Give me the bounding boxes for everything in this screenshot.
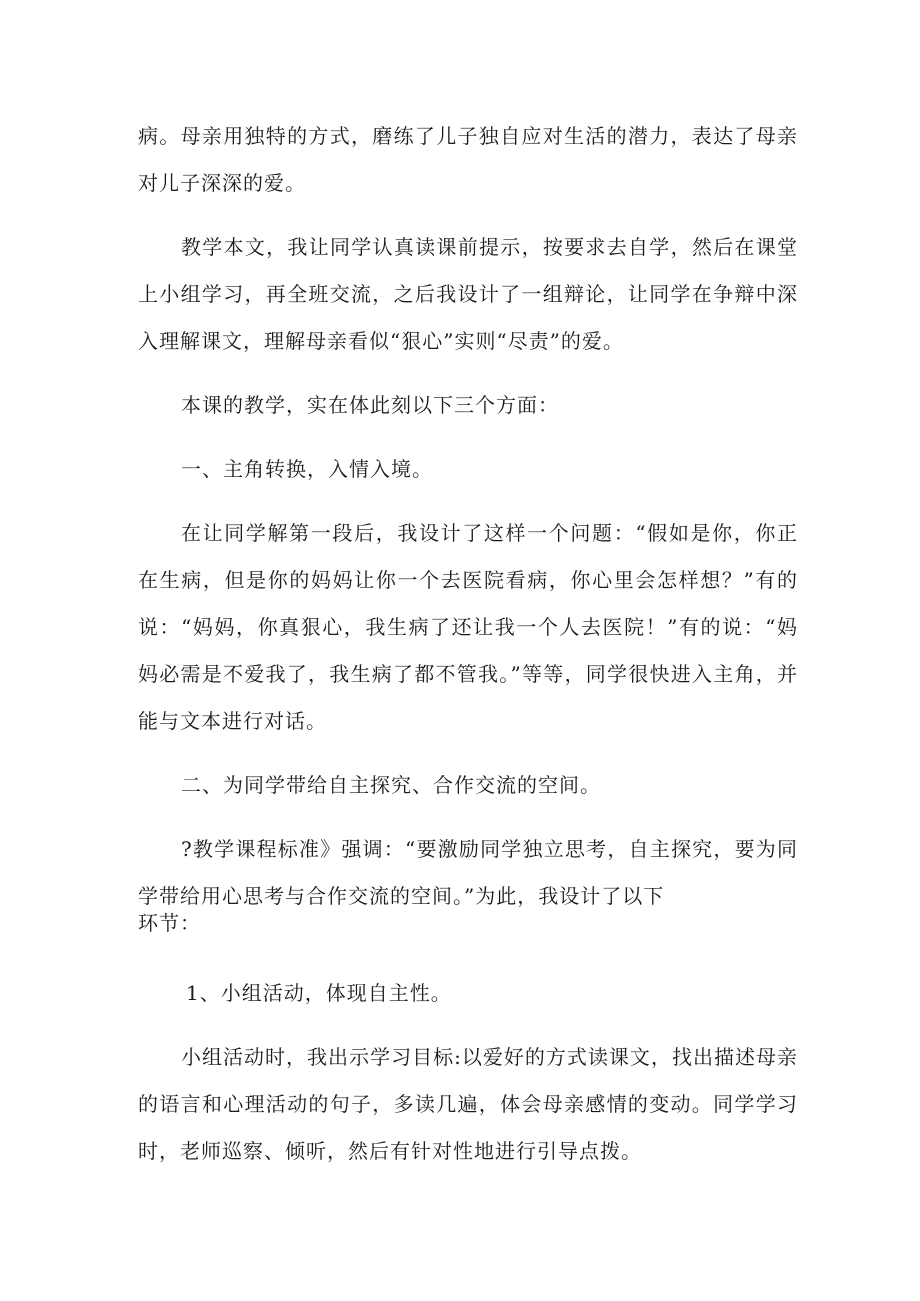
- paragraph-curriculum-standard: ?教学课程标准》强调：“要激励同学独立思考，自主探究，要为同学带给用心思考与合作交流的空间。”为此，我设计了以下: [138, 837, 798, 908]
- paragraph-role-switch: 在让同学解第一段后，我设计了这样一个问题：“假如是你，你正在生病，但是你的妈妈让你一个去医院看病，你心里会怎样想？”有的说：“妈妈，你真狠心，我生病了还让我一个人去医院！”有的说：“妈妈必需是不爱我了，我生病了都不管我。”等等，同学很快进入主角，并能与文本进行对话。: [138, 521, 798, 733]
- paragraph-teaching-approach: 教学本文，我让同学认真读课前提示，按要求去自学，然后在课堂上小组学习，再全班交流，之后我设计了一组辩论，让同学在争辩中深入理解课文，理解母亲看似“狠心”实则“尽责”的爱。: [138, 235, 798, 353]
- heading-section-one: 一、主角转换，入情入境。: [181, 457, 433, 481]
- heading-section-two: 二、为同学带给自主探究、合作交流的空间。: [181, 773, 601, 797]
- paragraph-three-aspects: 本课的教学，实在体此刻以下三个方面：: [181, 393, 559, 417]
- document-body: [138, 113, 798, 1192]
- paragraph-curriculum-standard-tail: 环节：: [138, 911, 201, 935]
- list-item-group-activity: 1、小组活动，体现自主性。: [186, 981, 452, 1005]
- paragraph-group-activity: 小组活动时，我出示学习目标:以爱好的方式读课文，找出描述母亲的语言和心理活动的句子，多读几遍，体会母亲感情的变动。同学学习时，老师巡察、倾听，然后有针对性地进行引导点拨。: [138, 1045, 798, 1163]
- paragraph-continuation: 病。母亲用独特的方式，磨练了儿子独自应对生活的潜力，表达了母亲对儿子深深的爱。: [138, 124, 798, 195]
